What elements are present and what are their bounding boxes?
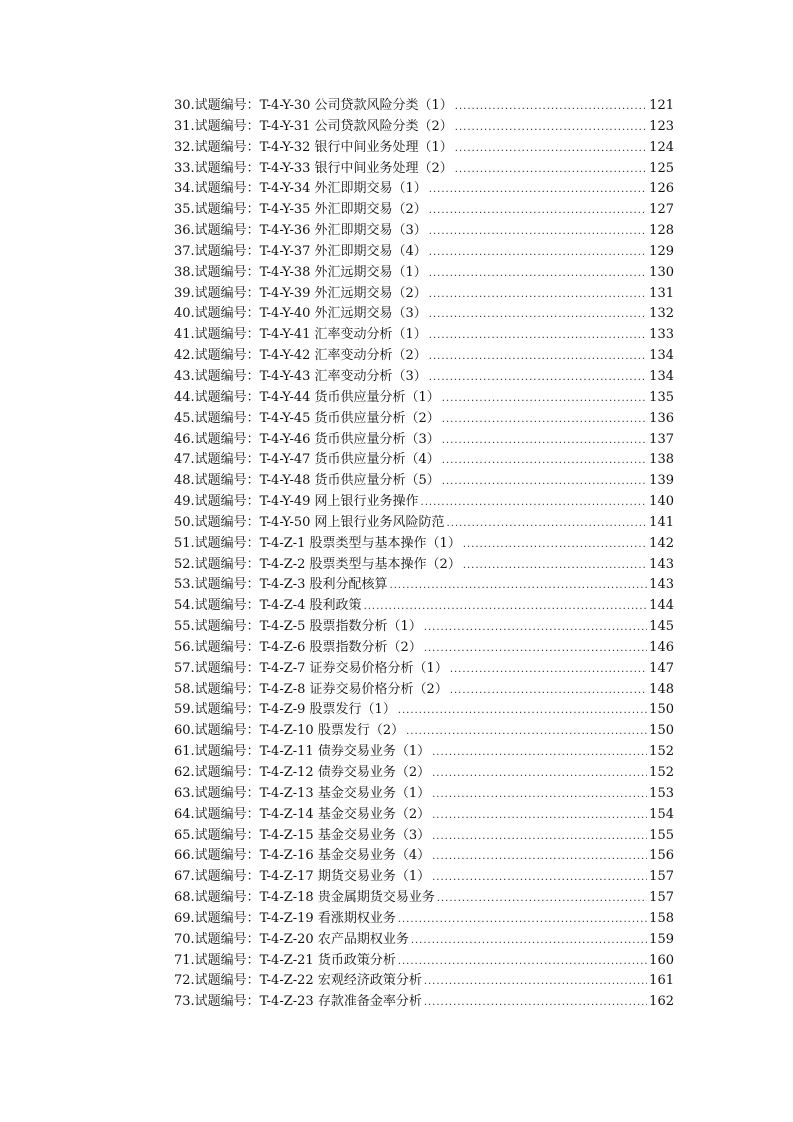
toc-page-number: 145 xyxy=(649,619,674,635)
toc-entry-title: 41.试题编号：T-4-Y-41 汇率变动分析（1） xyxy=(174,327,427,343)
toc-entry-title: 32.试题编号：T-4-Y-32 银行中间业务处理（1） xyxy=(174,139,453,155)
toc-entry-title: 53.试题编号：T-4-Z-3 股利分配核算 xyxy=(174,577,388,593)
toc-entry[interactable] xyxy=(174,763,674,784)
toc-dot-leader xyxy=(424,993,647,1014)
toc-entry-title: 37.试题编号：T-4-Y-37 外汇即期交易（4） xyxy=(174,243,427,259)
toc-dot-leader xyxy=(432,868,647,889)
toc-dot-leader xyxy=(406,722,647,743)
toc-entry[interactable] xyxy=(174,179,674,200)
toc-dot-leader xyxy=(429,285,647,306)
toc-page-number: 128 xyxy=(649,223,674,239)
toc-dot-leader xyxy=(442,451,647,472)
toc-entry[interactable] xyxy=(174,159,674,180)
toc-entry-title: 46.试题编号：T-4-Y-46 货币供应量分析（3） xyxy=(174,431,440,447)
toc-dot-leader xyxy=(429,243,647,264)
toc-entry[interactable] xyxy=(174,846,674,867)
toc-entry-title: 47.试题编号：T-4-Y-47 货币供应量分析（4） xyxy=(174,452,440,468)
toc-entry[interactable] xyxy=(174,888,674,909)
toc-entry-title: 72.试题编号：T-4-Z-22 宏观经济政策分析 xyxy=(174,973,422,989)
toc-entry-title: 40.试题编号：T-4-Y-40 外汇远期交易（3） xyxy=(174,306,427,322)
toc-entry[interactable] xyxy=(174,659,674,680)
toc-entry[interactable] xyxy=(174,346,674,367)
toc-entry[interactable] xyxy=(174,200,674,221)
toc-page-number: 124 xyxy=(649,139,674,155)
toc-page-number: 142 xyxy=(649,535,674,551)
toc-dot-leader xyxy=(429,264,647,285)
toc-entry[interactable] xyxy=(174,430,674,451)
toc-dot-leader xyxy=(429,305,647,326)
toc-page-number: 143 xyxy=(649,577,674,593)
toc-entry[interactable] xyxy=(174,992,674,1013)
toc-entry[interactable] xyxy=(174,721,674,742)
toc-entry[interactable] xyxy=(174,367,674,388)
toc-dot-leader xyxy=(411,931,647,952)
toc-dot-leader xyxy=(450,660,647,681)
toc-entry-title: 35.试题编号：T-4-Y-35 外汇即期交易（2） xyxy=(174,202,427,218)
toc-dot-leader xyxy=(455,97,647,118)
toc-dot-leader xyxy=(424,972,647,993)
toc-dot-leader xyxy=(455,118,647,139)
toc-page-number: 146 xyxy=(649,639,674,655)
toc-entry-title: 33.试题编号：T-4-Y-33 银行中间业务处理（2） xyxy=(174,160,453,176)
toc-entry[interactable] xyxy=(174,96,674,117)
toc-dot-leader xyxy=(429,201,647,222)
toc-entry[interactable] xyxy=(174,117,674,138)
toc-page-number: 155 xyxy=(649,827,674,843)
toc-entry-title: 31.试题编号：T-4-Y-31 公司贷款风险分类（2） xyxy=(174,118,453,134)
toc-dot-leader xyxy=(442,410,647,431)
toc-entry-title: 54.试题编号：T-4-Z-4 股利政策 xyxy=(174,598,362,614)
toc-dot-leader xyxy=(421,493,648,514)
toc-entry[interactable] xyxy=(174,742,674,763)
toc-page-number: 139 xyxy=(649,473,674,489)
toc-page-number: 125 xyxy=(649,160,674,176)
toc-dot-leader xyxy=(437,889,647,910)
toc-entry[interactable] xyxy=(174,555,674,576)
toc-dot-leader xyxy=(455,139,647,160)
toc-entry[interactable] xyxy=(174,909,674,930)
toc-page-number: 135 xyxy=(649,389,674,405)
toc-entry[interactable] xyxy=(174,617,674,638)
toc-page-number: 161 xyxy=(649,973,674,989)
toc-entry[interactable] xyxy=(174,263,674,284)
toc-dot-leader xyxy=(424,639,647,660)
toc-entry[interactable] xyxy=(174,805,674,826)
toc-dot-leader xyxy=(432,743,647,764)
toc-dot-leader xyxy=(364,597,648,618)
toc-page-number: 138 xyxy=(649,452,674,468)
toc-entry[interactable] xyxy=(174,492,674,513)
toc-entry-title: 44.试题编号：T-4-Y-44 货币供应量分析（1） xyxy=(174,389,440,405)
toc-entry[interactable] xyxy=(174,304,674,325)
toc-entry[interactable] xyxy=(174,221,674,242)
toc-page-number: 157 xyxy=(649,890,674,906)
toc-dot-leader xyxy=(424,618,647,639)
toc-page-number: 130 xyxy=(649,264,674,280)
toc-entry[interactable] xyxy=(174,638,674,659)
toc-dot-leader xyxy=(463,556,647,577)
toc-dot-leader xyxy=(432,806,647,827)
toc-page-number: 154 xyxy=(649,806,674,822)
toc-dot-leader xyxy=(429,180,647,201)
toc-page-number: 134 xyxy=(649,368,674,384)
toc-entry-title: 68.试题编号：T-4-Z-18 贵金属期货交易业务 xyxy=(174,890,435,906)
toc-dot-leader xyxy=(442,389,647,410)
toc-entry-title: 59.试题编号：T-4-Z-9 股票发行（1） xyxy=(174,702,396,718)
toc-page-number: 141 xyxy=(649,514,674,530)
toc-entry[interactable] xyxy=(174,930,674,951)
toc-dot-leader xyxy=(429,222,647,243)
toc-entry-title: 42.试题编号：T-4-Y-42 汇率变动分析（2） xyxy=(174,348,427,364)
toc-page-number: 153 xyxy=(649,785,674,801)
toc-entry-title: 61.试题编号：T-4-Z-11 债券交易业务（1） xyxy=(174,744,431,760)
toc-dot-leader xyxy=(450,681,647,702)
table-of-contents xyxy=(174,96,674,1013)
toc-dot-leader xyxy=(429,368,647,389)
toc-entry[interactable] xyxy=(174,450,674,471)
toc-entry-title: 52.试题编号：T-4-Z-2 股票类型与基本操作（2） xyxy=(174,556,461,572)
toc-entry[interactable] xyxy=(174,680,674,701)
toc-dot-leader xyxy=(432,764,647,785)
toc-entry-title: 38.试题编号：T-4-Y-38 外汇远期交易（1） xyxy=(174,264,427,280)
toc-page-number: 147 xyxy=(649,660,674,676)
toc-page-number: 162 xyxy=(649,994,674,1010)
toc-page-number: 160 xyxy=(649,952,674,968)
toc-entry-title: 50.试题编号：T-4-Y-50 网上银行业务风险防范 xyxy=(174,514,445,530)
toc-page-number: 157 xyxy=(649,869,674,885)
toc-entry-title: 64.试题编号：T-4-Z-14 基金交易业务（2） xyxy=(174,806,431,822)
toc-page-number: 156 xyxy=(649,848,674,864)
toc-entry-title: 45.试题编号：T-4-Y-45 货币供应量分析（2） xyxy=(174,410,440,426)
toc-page-number: 136 xyxy=(649,410,674,426)
toc-entry[interactable] xyxy=(174,471,674,492)
toc-entry-title: 73.试题编号：T-4-Z-23 存款准备金率分析 xyxy=(174,994,422,1010)
toc-entry-title: 69.试题编号：T-4-Z-19 看涨期权业务 xyxy=(174,910,396,926)
toc-page-number: 144 xyxy=(649,598,674,614)
toc-entry[interactable] xyxy=(174,700,674,721)
toc-entry-title: 66.试题编号：T-4-Z-16 基金交易业务（4） xyxy=(174,848,431,864)
toc-entry-title: 60.试题编号：T-4-Z-10 股票发行（2） xyxy=(174,723,405,739)
toc-dot-leader xyxy=(432,785,647,806)
toc-entry[interactable] xyxy=(174,388,674,409)
toc-entry-title: 62.试题编号：T-4-Z-12 债券交易业务（2） xyxy=(174,765,431,780)
toc-page-number: 129 xyxy=(649,243,674,259)
toc-dot-leader xyxy=(442,472,647,493)
toc-dot-leader xyxy=(442,431,647,452)
toc-entry[interactable] xyxy=(174,138,674,159)
toc-dot-leader xyxy=(432,847,647,868)
toc-page-number: 133 xyxy=(649,327,674,343)
toc-entry[interactable] xyxy=(174,826,674,847)
toc-page-number: 150 xyxy=(649,702,674,718)
toc-entry-title: 71.试题编号：T-4-Z-21 货币政策分析 xyxy=(174,952,396,968)
toc-entry-title: 67.试题编号：T-4-Z-17 期货交易业务（1） xyxy=(174,869,431,885)
toc-dot-leader xyxy=(447,514,648,535)
toc-dot-leader xyxy=(463,535,647,556)
toc-entry[interactable] xyxy=(174,409,674,430)
toc-page-number: 152 xyxy=(649,765,674,780)
toc-page-number: 126 xyxy=(649,181,674,197)
toc-dot-leader xyxy=(455,160,647,181)
toc-entry[interactable] xyxy=(174,284,674,305)
toc-entry-title: 43.试题编号：T-4-Y-43 汇率变动分析（3） xyxy=(174,368,427,384)
toc-page-number: 143 xyxy=(649,556,674,572)
toc-entry-title: 48.试题编号：T-4-Y-48 货币供应量分析（5） xyxy=(174,473,440,489)
toc-dot-leader xyxy=(432,827,647,848)
toc-page-number: 158 xyxy=(649,910,674,926)
toc-entry-title: 36.试题编号：T-4-Y-36 外汇即期交易（3） xyxy=(174,223,427,239)
toc-page-number: 150 xyxy=(649,723,674,739)
toc-entry-title: 49.试题编号：T-4-Y-49 网上银行业务操作 xyxy=(174,494,419,510)
toc-page-number: 127 xyxy=(649,202,674,218)
toc-entry[interactable] xyxy=(174,513,674,534)
toc-entry[interactable] xyxy=(174,971,674,992)
toc-page-number: 152 xyxy=(649,744,674,760)
toc-dot-leader xyxy=(429,347,647,368)
toc-entry-title: 63.试题编号：T-4-Z-13 基金交易业务（1） xyxy=(174,785,431,801)
toc-page-number: 140 xyxy=(649,494,674,510)
toc-entry-title: 57.试题编号：T-4-Z-7 证券交易价格分析（1） xyxy=(174,660,448,676)
toc-entry-title: 65.试题编号：T-4-Z-15 基金交易业务（3） xyxy=(174,827,431,843)
toc-entry-title: 30.试题编号：T-4-Y-30 公司贷款风险分类（1） xyxy=(174,98,453,113)
toc-entry-title: 34.试题编号：T-4-Y-34 外汇即期交易（1） xyxy=(174,181,427,197)
toc-page-number: 132 xyxy=(649,306,674,322)
toc-page-number: 148 xyxy=(649,681,674,697)
toc-entry[interactable] xyxy=(174,242,674,263)
toc-entry-title: 55.试题编号：T-4-Z-5 股票指数分析（1） xyxy=(174,619,422,635)
toc-entry[interactable] xyxy=(174,325,674,346)
toc-dot-leader xyxy=(429,326,647,347)
toc-entry-title: 70.试题编号：T-4-Z-20 农产品期权业务 xyxy=(174,931,409,947)
toc-page-number: 121 xyxy=(649,98,674,113)
toc-dot-leader xyxy=(398,701,647,722)
toc-dot-leader xyxy=(398,910,647,931)
toc-entry[interactable] xyxy=(174,534,674,555)
toc-dot-leader xyxy=(390,576,648,597)
toc-entry[interactable] xyxy=(174,575,674,596)
toc-entry-title: 56.试题编号：T-4-Z-6 股票指数分析（2） xyxy=(174,639,422,655)
toc-entry-title: 51.试题编号：T-4-Z-1 股票类型与基本操作（1） xyxy=(174,535,461,551)
toc-entry[interactable] xyxy=(174,596,674,617)
toc-entry-title: 58.试题编号：T-4-Z-8 证券交易价格分析（2） xyxy=(174,681,448,697)
toc-entry[interactable] xyxy=(174,951,674,972)
toc-entry-title: 39.试题编号：T-4-Y-39 外汇远期交易（2） xyxy=(174,285,427,301)
toc-page-number: 123 xyxy=(649,118,674,134)
toc-page-number: 137 xyxy=(649,431,674,447)
toc-dot-leader xyxy=(398,952,647,973)
toc-page-number: 131 xyxy=(649,285,674,301)
toc-page-number: 134 xyxy=(649,348,674,364)
toc-page-number: 159 xyxy=(649,931,674,947)
toc-entry[interactable] xyxy=(174,867,674,888)
toc-entry[interactable] xyxy=(174,784,674,805)
